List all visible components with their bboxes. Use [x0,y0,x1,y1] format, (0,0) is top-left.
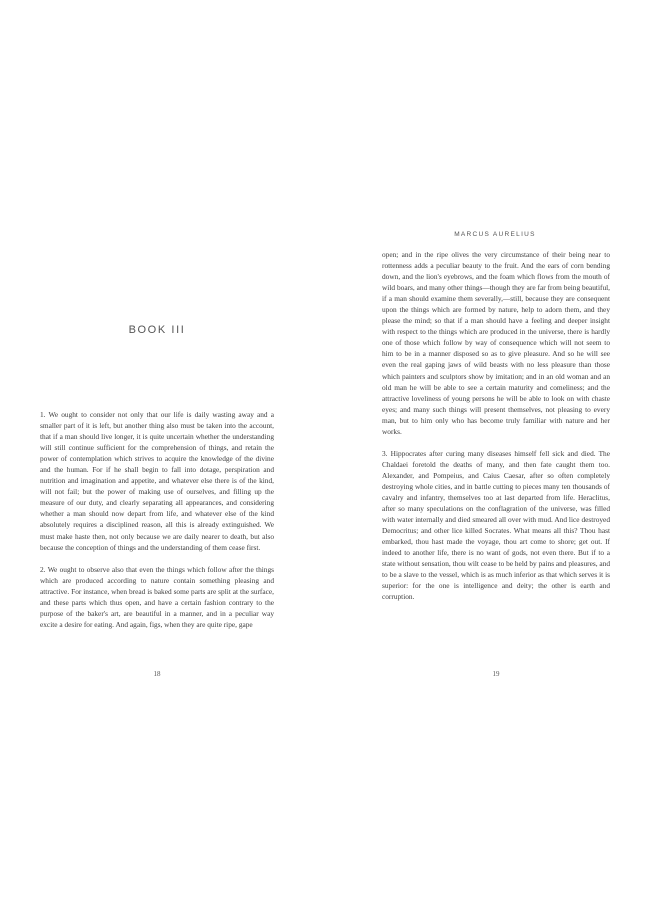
paragraph-continued: open; and in the ripe olives the very circumstance of their being near to rottenness adds a peculiar beauty to the fruit. And the ears of corn bending down, and the lion's eyebrows, and the foam which flows from the mouth of wild boars, and many other things—though they are far from being beautiful, if a man should examine them severally,—still, because they are consequent upon the things which are formed by nature, help to adorn them, and they please the mind; so that if a man should have a feeling and deeper insight with respect to the things which are produced in the universe, there is hardly one of those which follow by way of consequence which will not seem to him to be in a manner disposed so as to give pleasure. And so he will see even the real gaping jaws of wild beasts with no less pleasure than those which painters and sculptors show by imitation; and in an old woman and an old man he will be able to see a certain maturity and comeliness; and the attractive loveliness of young persons he will be able to look on with chaste eyes; and many such things will present themselves, not pleasing to every man, but to him only who has become truly familiar with nature and her works. [382,250,610,436]
left-page-body [40,409,274,630]
right-page [330,0,660,900]
paragraph-2: 2. We ought to observe also that even the things which follow after the things which are produced according to nature contain something pleasing and attractive. For instance, when bread is baked some parts are split at the surface, and these parts which thus open, and have a certain fashion contrary to the purpose of the baker's art, are beautiful in a manner, and in a peculiar way excite a desire for eating. And again, figs, when they are quite ripe, gape [40,564,274,629]
running-head: MARCUS AURELIUS [454,231,536,238]
page-number-left: 18 [153,670,161,678]
chapter-title: BOOK III [128,324,186,336]
paragraph-1: 1. We ought to consider not only that our life is daily wasting away and a smaller part of it is left, but another thing also must be taken into the account, that if a man should live longer, it is quite uncertain whether the understanding will still continue sufficient for the comprehension of things, and retain the power of contemplation which strives to acquire the knowledge of the divine and the human. For if he shall begin to fall into dotage, perspiration and nutrition and imagination and appetite, and whatever else there is of the kind, will not fail; but the power of making use of ourselves, and filling up the measure of our duty, and clearly separating all appearances, and considering whether a man should now depart from life, and whatever else of the kind absolutely requires a disciplined reason, all this is already extinguished. We must make haste then, not only because we are daily nearer to death, but also because the conception of things and the understanding of them cease first. [40,410,274,552]
paragraph-3: 3. Hippocrates after curing many diseases himself fell sick and died. The Chaldaei foretold the deaths of many, and then fate caught them too. Alexander, and Pompeius, and Caius Caesar, after so often completely destroying whole cities, and in battle cutting to pieces many ten thousands of cavalry and infantry, themselves too at last departed from life. Heraclitus, after so many speculations on the conflagration of the universe, was filled with water internally and died smeared all over with mud. And lice destroyed Democritus; and other lice killed Socrates. What means all this? Thou hast embarked, thou hast made the voyage, thou art come to shore; get out. If indeed to another life, there is no want of gods, not even there. But if to a state without sensation, thou wilt cease to be held by pains and pleasures, and to be a slave to the vessel, which is as much inferior as that which serves it is superior: for the one is intelligence and deity; the other is earth and corruption. [382,448,610,602]
page-number-right: 19 [492,670,500,678]
right-page-body [382,249,610,602]
